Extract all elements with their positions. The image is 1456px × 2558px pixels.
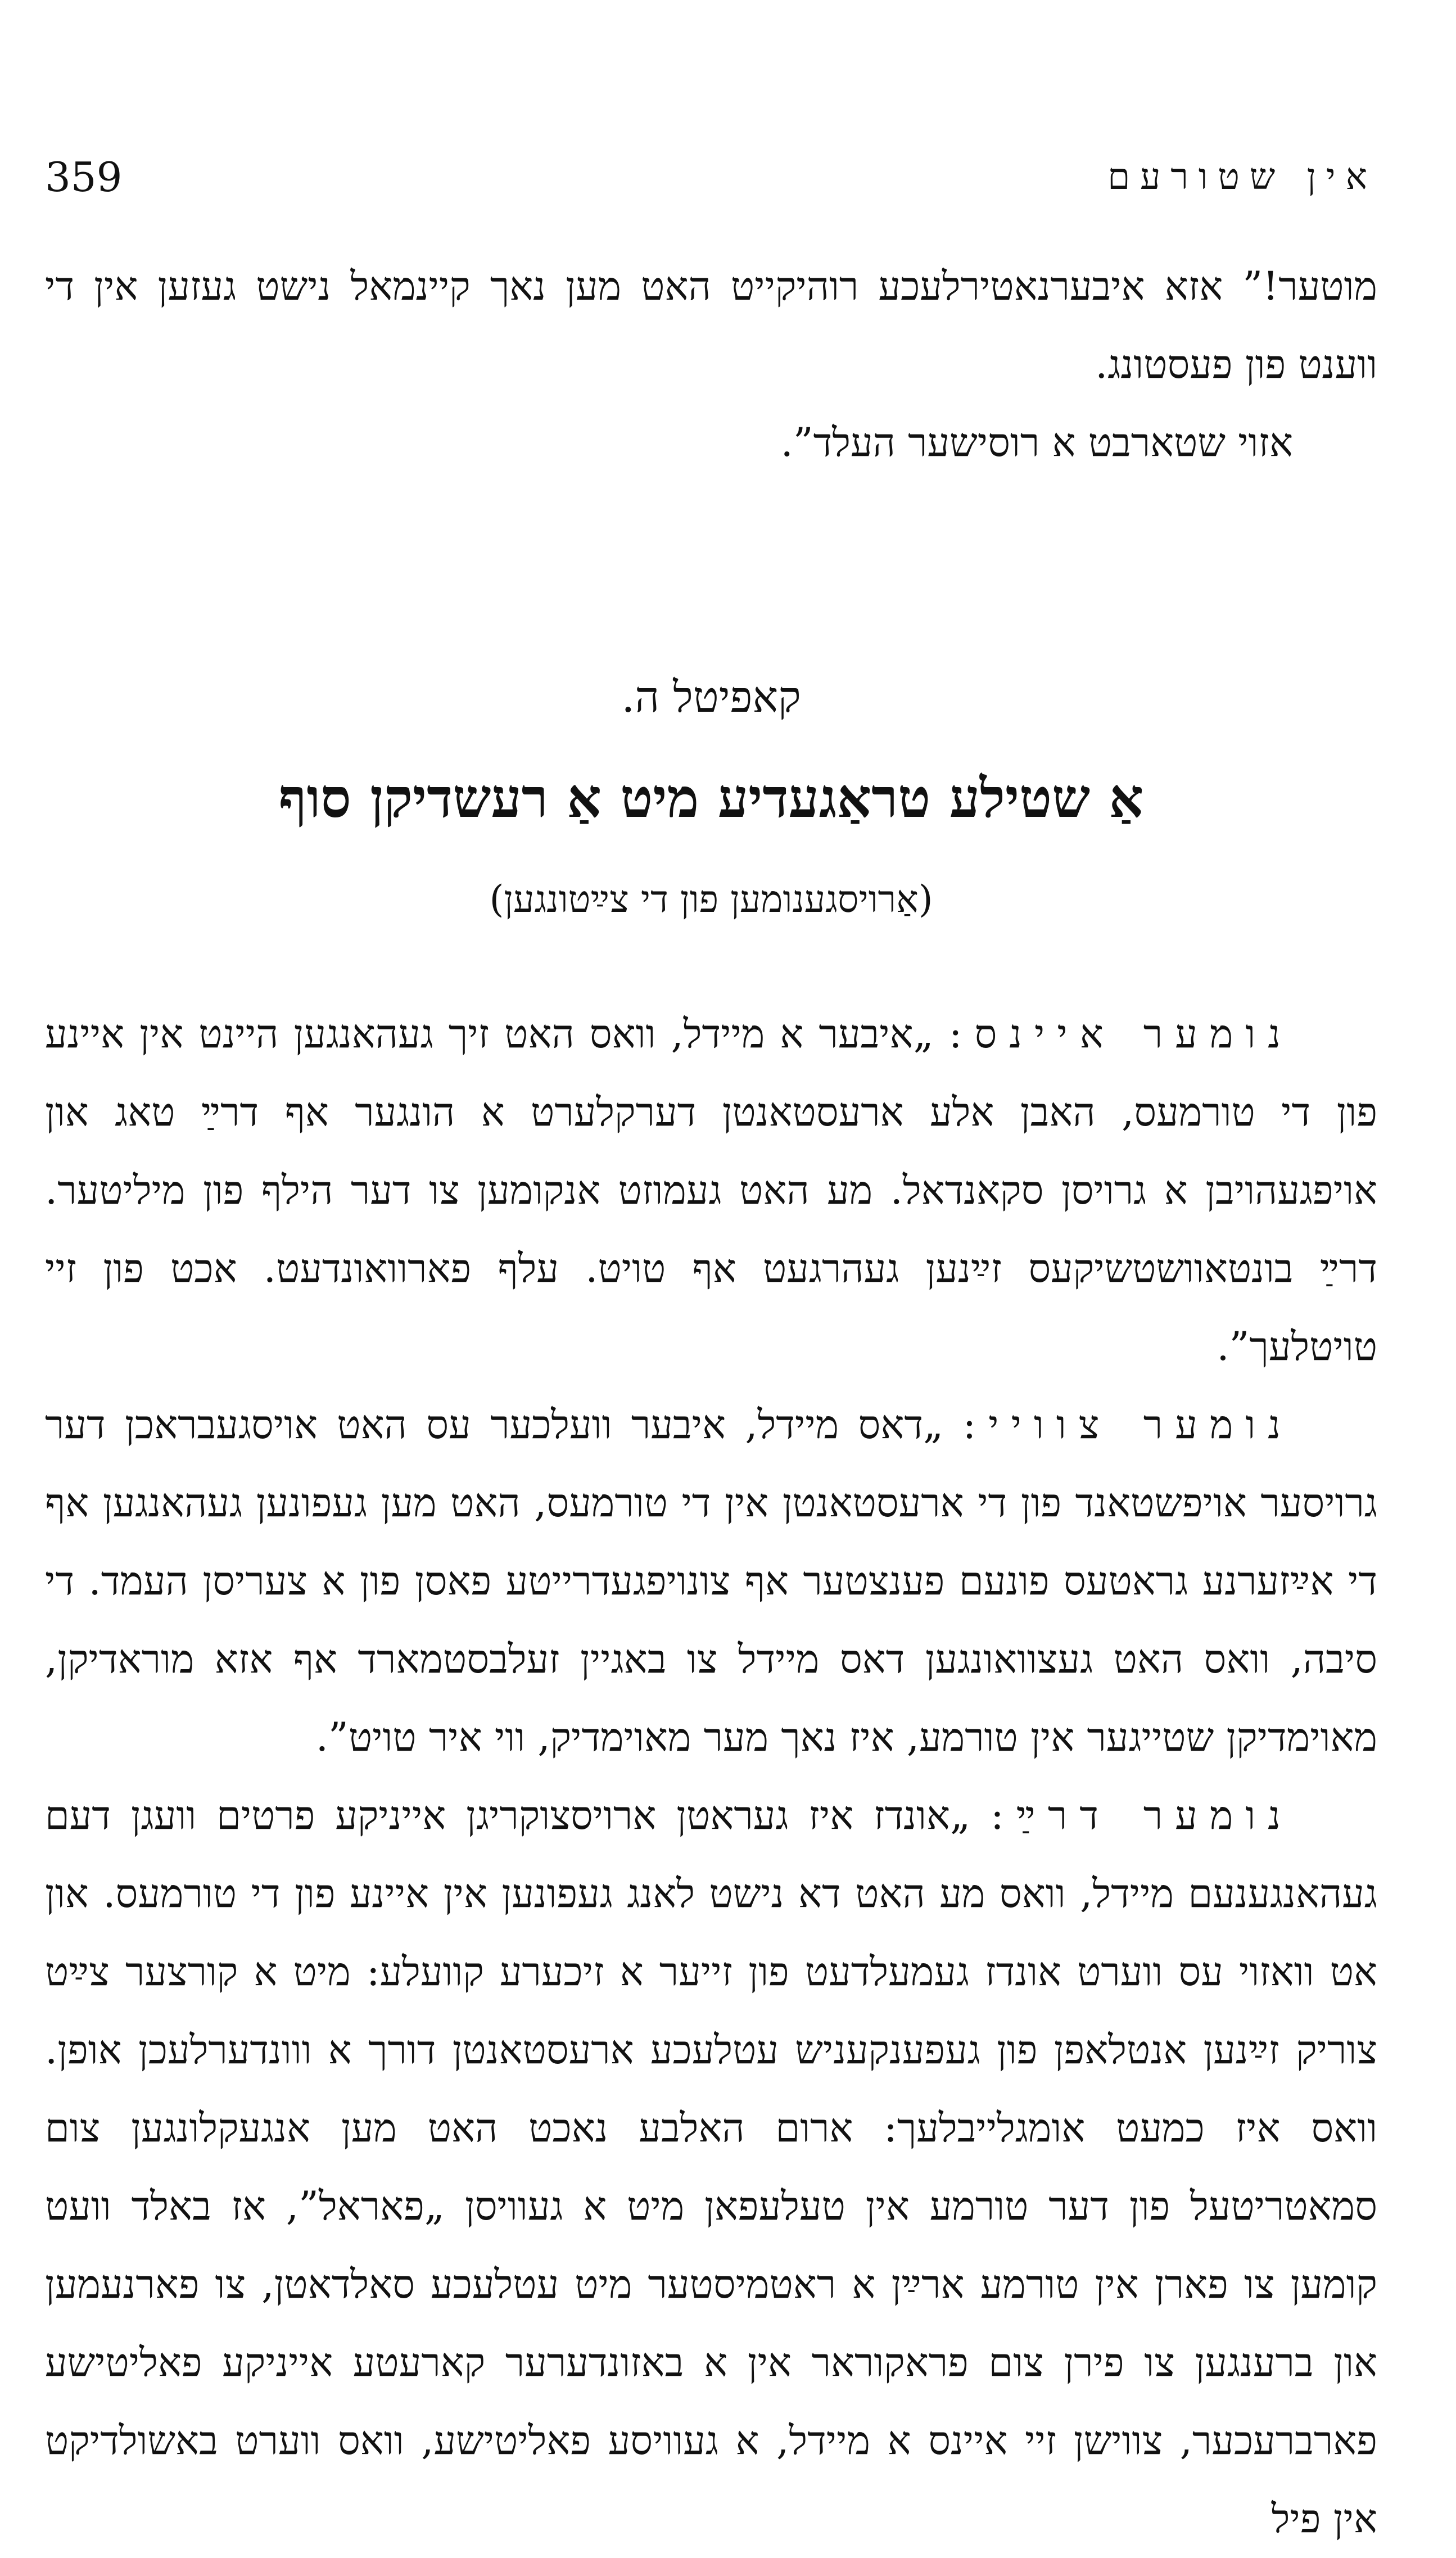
closing-line: אזוי שטארבט א רוסישער העלד”.	[780, 419, 1293, 465]
continued-text	[45, 247, 1377, 482]
running-title: אין שטורעם	[1107, 156, 1377, 198]
running-header	[45, 146, 1377, 208]
paragraph-text: „אונדז איז געראטן ארויסצוקריגן אייניקע פרטים וועגן דעם געהאנגענעם מיידל, וואס מע האט דא נישט לאנג געפונען אין איינע פון די טורמעס. און אט וואזוי עס ווערט אונדז געמעלדעט פון זייער א זיכערע קוועלע: מיט א קורצער צײַט צוריק זײַנען אנטלאפן פון געפענקעניש עטלעכע ארעסטאנטן דורך א ווונדערלעכן אופן. וואס איז כמעט אומגלייבלעך: ארום האלבע נאכט האט מען אנגעקלונגען צום סמאטריטעל פון דער טורמע אין טעלעפאן מיט א געוויסן „פאראל”, אז באלד וועט קומען צו פארן אין טורמע ארײַן א ראטמיסטער מיט עטלעכע סאלדאטן, צו פארנעמען און ברענגען צו פירן צום פראקוראר אין א באזונדערער קארעטע אייניקע פאליטישע פארברעכער, צווישן זיי איינס א מיידל, א געוויסע פאליטישע, וואס ווערט באשולדיקט אין פיל	[45, 1792, 1377, 2542]
paragraph-one	[45, 995, 1377, 1386]
paragraph-lead: נומער דרײַ:	[991, 1792, 1293, 1838]
paragraph-two	[45, 1386, 1377, 1777]
paragraph-lead: נומער איינס:	[948, 1011, 1293, 1057]
paragraph-three	[45, 1777, 1377, 2558]
chapter-subtitle: (אַרויסגענומען פון די צײַטונגען)	[489, 878, 933, 921]
book-page	[45, 112, 1377, 2542]
chapter-label: קאפיטל ה.	[621, 672, 801, 722]
paragraph-text: „איבער א מיידל, וואס האט זיך געהאנגען היינט אין איינע פון די טורמעס, האבן אלע ארעסטאנטן דערקלערט א הונגער אף דרײַ טאג און אויפגעהויבן א גרויסן סקאנדאל. מע האט געמוזט אנקומען צו דער הילף פון מיליטער. דרײַ בונטאוושטשיקעס זײַנען געהרגעט אף טויט. עלף פארוואונדעט. אכט פון זיי טויטלעך”.	[45, 1011, 1377, 1370]
continued-paragraph: מוטער!” אזא איבערנאטירלעכע רוהיקייט האט מען נאך קיינמאל נישט געזען אין די ווענט פון פעסטונג.	[45, 263, 1377, 387]
chapter-body	[45, 995, 1377, 2558]
paragraph-text: „דאס מיידל, איבער וועלכער עס האט אויסגעבראכן דער גרויסער אויפשטאנד פון די ארעסטאנטן אין די טורמעס, האט מען געפונען געהאנגען אף די אײַזערנע גראטעס פונעם פענצטער אף צונויפגעדרייטע פאסן פון א צעריסן העמד. די סיבה, וואס האט געצוואונגען דאס מיידל צו באגיין זעלבסטמארד אף אזא מוראדיקן, מאוימדיקן שטייגער אין טורמע, איז נאך מער מאוימדיק, ווי איר טויט”.	[45, 1402, 1377, 1760]
paragraph-lead: נומער צוויי:	[962, 1402, 1293, 1448]
page-number: 359	[45, 153, 123, 201]
chapter-title: אַ שטילע טראַגעדיע מיט אַ רעשדיקן סוף	[278, 766, 1144, 830]
